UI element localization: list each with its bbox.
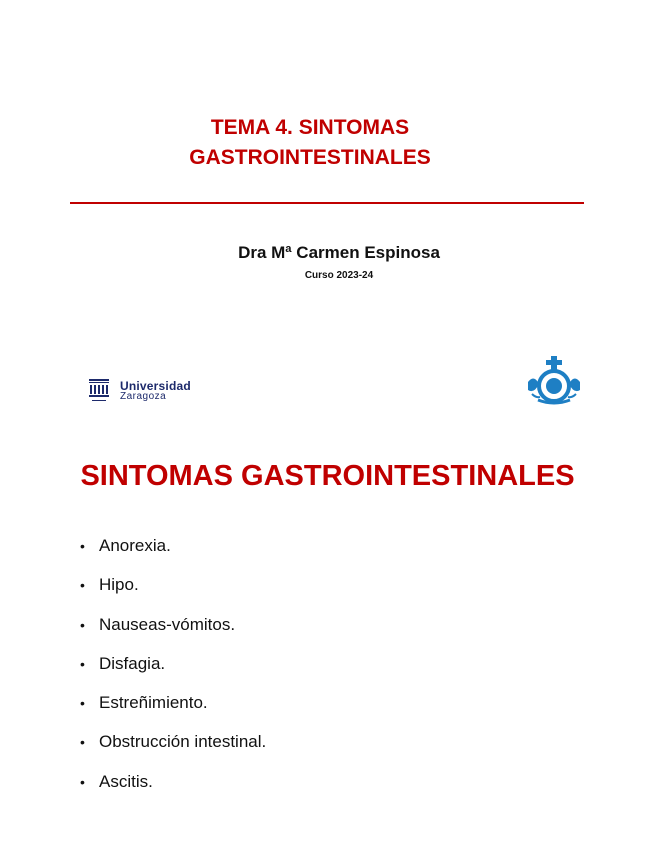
list-item-text: Nauseas-vómitos. [99,614,236,634]
bullet-icon: • [80,577,85,594]
list-item-text: Obstrucción intestinal. [99,732,267,752]
university-city: Zaragoza [120,391,167,402]
bullet-icon: • [80,734,85,751]
list-item [78,651,266,690]
cover-title-line-2: GASTROINTESTINALES [189,146,431,169]
list-item-text: Ascitis. [99,771,153,791]
title-divider [70,202,584,204]
bullet-icon: • [80,616,85,633]
symptom-list [78,533,266,808]
list-item [78,769,266,808]
university-logo [88,378,218,406]
bullet-icon: • [80,695,85,712]
list-item [78,572,266,611]
list-item-text: Hipo. [99,575,139,595]
cover-title-line-1: TEMA 4. SINTOMAS [210,116,410,139]
list-item [78,533,266,572]
university-name: Universidad [120,379,191,393]
course-year: Curso 2023-24 [304,270,374,281]
bullet-icon: • [80,538,85,554]
list-item [78,612,266,651]
list-item-text: Anorexia. [99,536,171,555]
list-item-text: Estreñimiento. [99,693,208,713]
section-title: SINTOMAS GASTROINTESTINALES [80,460,575,492]
building-columns-icon [88,378,110,404]
list-item [78,729,266,768]
cover-title [0,113,620,173]
cross-seal-icon [524,354,584,406]
author-name: Dra Mª Carmen Espinosa [238,243,440,262]
bullet-icon: • [80,773,85,790]
list-item-text: Disfagia. [99,653,166,673]
list-item [78,690,266,729]
bullet-icon: • [80,655,85,672]
